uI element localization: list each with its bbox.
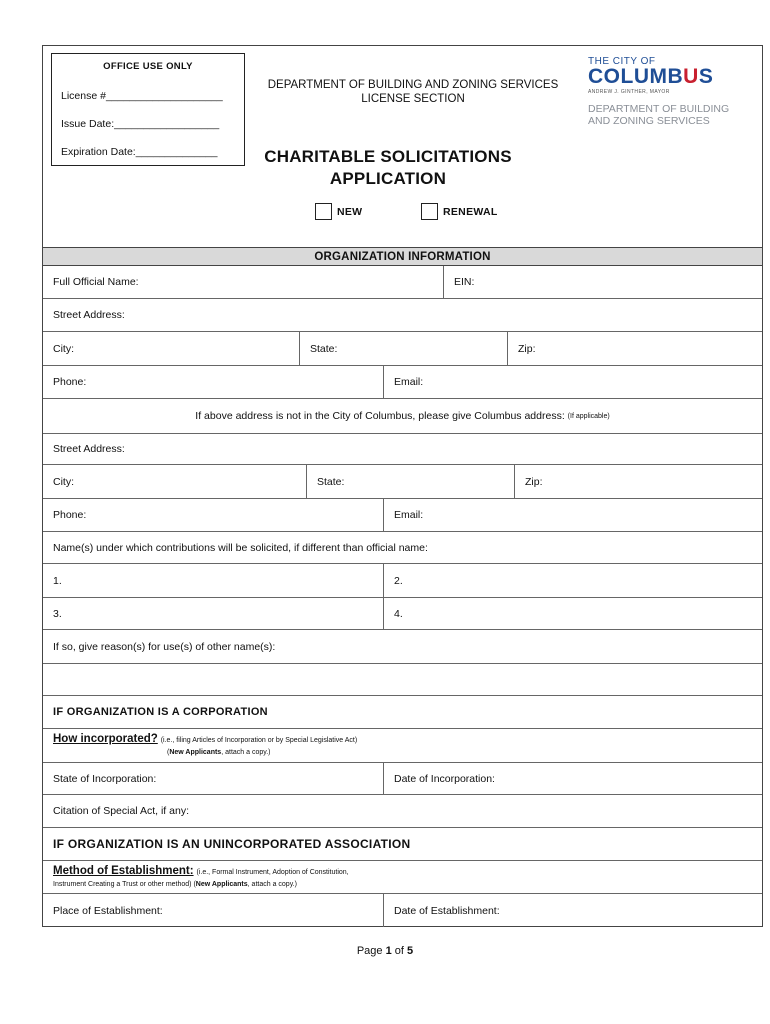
logo-department: DEPARTMENT OF BUILDING AND ZONING SERVICES	[588, 103, 730, 127]
row-columbus-note	[43, 399, 762, 434]
office-use-box	[51, 53, 245, 166]
row-reasons-blank	[43, 664, 762, 696]
city-field[interactable]: City:	[53, 342, 74, 355]
date-of-establishment-field[interactable]: Date of Establishment:	[383, 894, 762, 927]
row-place-establishment	[43, 894, 762, 927]
row-method	[43, 861, 762, 894]
row-names-solicited	[43, 532, 762, 564]
new-checkbox-group[interactable]	[315, 203, 362, 220]
new-label: NEW	[337, 205, 363, 218]
row-names-3-4	[43, 598, 762, 630]
title-line-2: APPLICATION	[329, 169, 447, 188]
department-heading	[253, 78, 573, 106]
phone-field[interactable]: Phone:	[53, 376, 87, 388]
name-2-field[interactable]: 2.	[383, 564, 762, 597]
email-field[interactable]: Email:	[383, 366, 762, 398]
row-corp-heading	[43, 696, 762, 729]
city-logo	[588, 56, 758, 127]
expiration-date-line[interactable]: Expiration Date:______________	[61, 146, 218, 158]
license-section: LICENSE SECTION	[361, 93, 465, 105]
name-4-field[interactable]: 4.	[383, 598, 762, 629]
application-title	[248, 146, 528, 190]
zip-2-field[interactable]: Zip:	[514, 465, 762, 498]
city-2-field[interactable]: City:	[53, 475, 74, 488]
row-city-2	[43, 465, 762, 499]
corporation-heading: IF ORGANIZATION IS A CORPORATION	[53, 706, 268, 718]
row-phone-2	[43, 499, 762, 532]
how-incorporated-note: (New Applicants, attach a copy.)	[167, 749, 271, 756]
issue-date-line[interactable]: Issue Date:__________________	[61, 118, 220, 130]
application-form	[42, 45, 763, 927]
row-phone	[43, 366, 762, 399]
name-1-field[interactable]: 1.	[53, 574, 62, 587]
zip-field[interactable]: Zip:	[507, 332, 762, 365]
row-city	[43, 332, 762, 366]
renewal-checkbox-group[interactable]	[421, 203, 498, 220]
phone-2-field[interactable]: Phone:	[53, 509, 87, 521]
columbus-address-note: If above address is not in the City of Columbus, please give Columbus address: (If applicable)	[195, 410, 610, 422]
row-state-incorporation	[43, 763, 762, 795]
state-of-incorporation-field[interactable]: State of Incorporation:	[53, 772, 157, 785]
method-note: Instrument Creating a Trust or other method) (New Applicants, attach a copy.)	[53, 881, 297, 888]
row-citation	[43, 795, 762, 828]
row-full-name	[43, 266, 762, 299]
state-2-field[interactable]: State:	[306, 465, 514, 498]
section-organization-information: ORGANIZATION INFORMATION	[43, 247, 762, 266]
place-of-establishment-field[interactable]: Place of Establishment:	[53, 904, 163, 917]
unincorporated-heading: IF ORGANIZATION IS AN UNINCORPORATED ASSOCIATION	[53, 837, 411, 851]
renewal-checkbox[interactable]	[421, 203, 438, 220]
title-line-1: CHARITABLE SOLICITATIONS	[264, 147, 512, 166]
method-of-establishment-field[interactable]: Method of Establishment: (i.e., Formal Instrument, Adoption of Constitution, Instrument Creating a Trust or other method) (New Applicants, attach a copy.)	[53, 865, 349, 888]
citation-special-act-field[interactable]: Citation of Special Act, if any:	[53, 805, 189, 817]
street-address-field[interactable]: Street Address:	[53, 309, 125, 321]
names-solicited-label: Name(s) under which contributions will be solicited, if different than official name:	[53, 541, 428, 554]
row-names-1-2	[43, 564, 762, 598]
page-number: Page 1 of 5	[356, 945, 414, 957]
logo-columbus: COLUMBUS	[588, 65, 714, 88]
row-uninc-heading	[43, 828, 762, 861]
license-number-line[interactable]: License #____________________	[61, 90, 223, 102]
how-incorporated-field[interactable]: How incorporated? (i.e., filing Articles of Incorporation or by Special Legislative Act) (New Applicants, attach a copy.)	[53, 733, 358, 756]
row-reasons	[43, 630, 762, 664]
row-street-2	[43, 434, 762, 465]
street-address-2-field[interactable]: Street Address:	[53, 443, 125, 455]
row-how-incorporated	[43, 729, 762, 763]
state-field[interactable]: State:	[299, 332, 507, 365]
logo-mayor: ANDREW J. GINTHER, MAYOR	[588, 89, 670, 95]
name-3-field[interactable]: 3.	[53, 607, 62, 620]
department-name: DEPARTMENT OF BUILDING AND ZONING SERVICES	[267, 79, 559, 91]
email-2-field[interactable]: Email:	[383, 499, 762, 531]
full-name-field[interactable]: Full Official Name:	[53, 276, 139, 288]
reasons-label: If so, give reason(s) for use(s) of other name(s):	[53, 640, 276, 653]
ein-field[interactable]: EIN:	[443, 266, 762, 298]
renewal-label: RENEWAL	[443, 205, 498, 218]
reasons-field[interactable]	[43, 664, 762, 695]
logo-city-of: THE CITY OF	[588, 56, 656, 67]
office-use-title: OFFICE USE ONLY	[103, 61, 193, 72]
row-street	[43, 299, 762, 332]
new-checkbox[interactable]	[315, 203, 332, 220]
date-of-incorporation-field[interactable]: Date of Incorporation:	[383, 763, 762, 794]
